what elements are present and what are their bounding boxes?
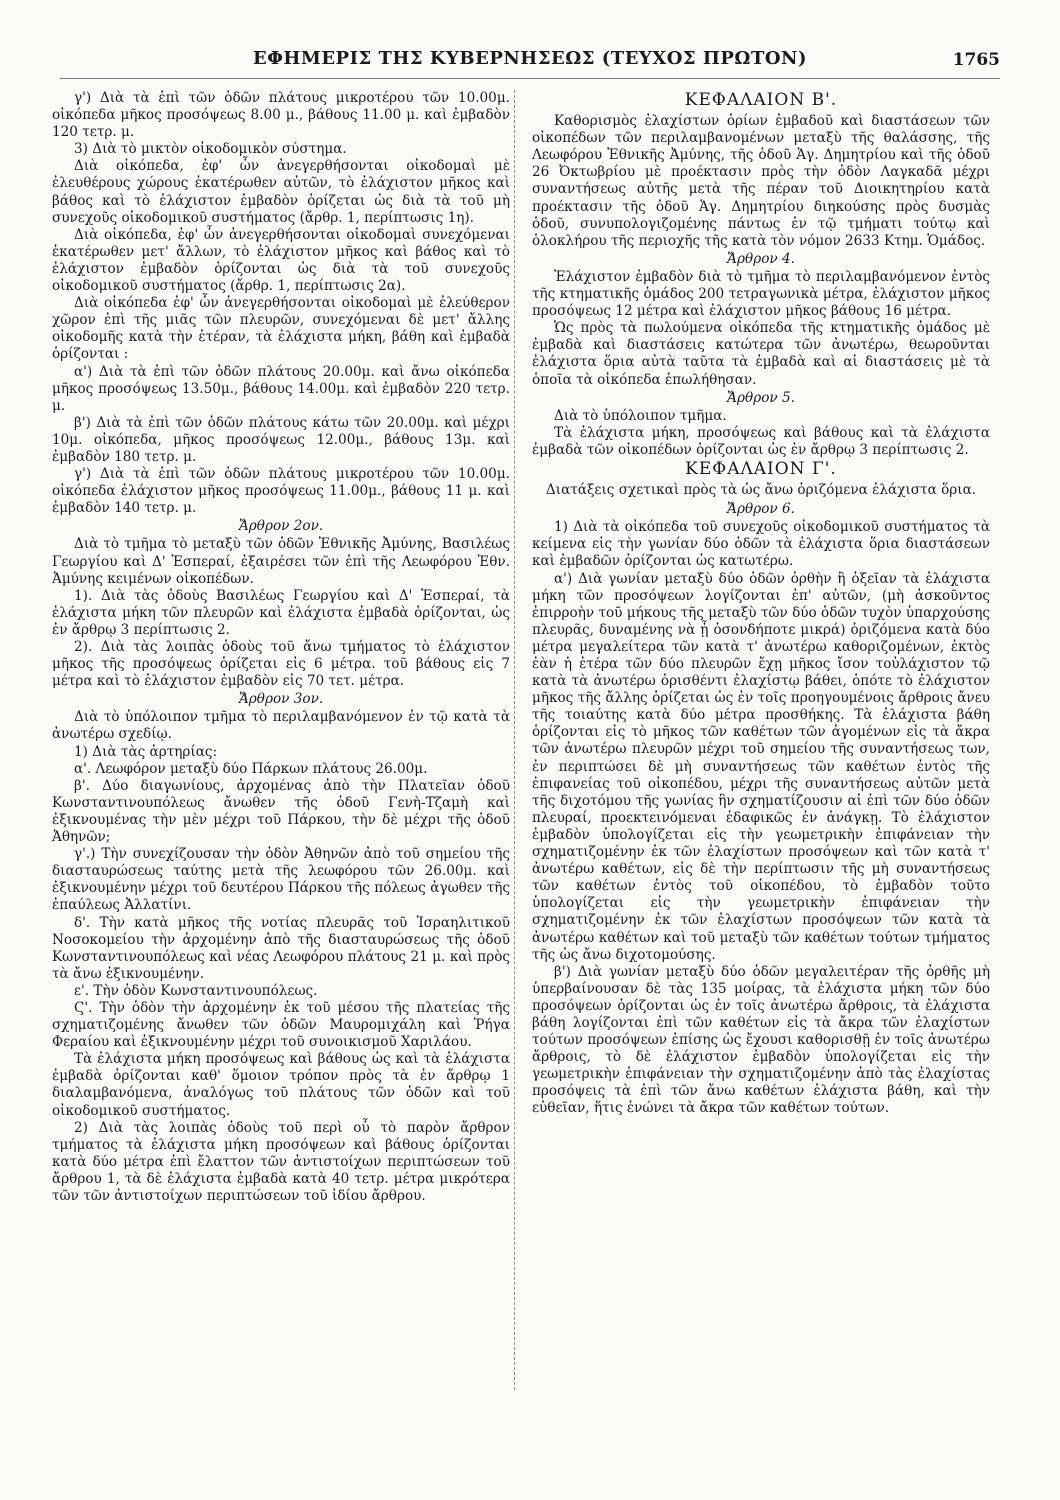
paragraph: Τὰ ἐλάχιστα μήκη, προσόψεως καὶ βάθους καὶ τὰ ἐλάχιστα ἐμβαδὰ τῶν οἰκοπέδων ὁρίζονται ὡς ἐν ἄρθρῳ 3 περίπτωσις 2. bbox=[532, 424, 990, 458]
chapter-subtitle: Καθορισμὸς ἐλαχίστων ὁρίων ἐμβαδοῦ καὶ διαστάσεων τῶν οἰκοπέδων τῶν περιλαμβανομένων μεταξὺ τῆς θαλάσσης, τῆς Λεωφόρου Ἐθνικῆς Ἀμύνης, τῆς ὁδοῦ Ἁγ. Δημητρίου καὶ τῆς ὁδοῦ 26 Ὀκτωβρίου μὲ προέκτασιν πρὸς τὴν ὁδὸν Λαγκαδᾶ μέχρι συναντήσεως αὐτῆς μετὰ τῆς πέραν τοῦ Διοικητηρίου κατὰ προέκτασιν τῆς ὁδοῦ Ἁγ. Δημητρίου διηκούσης πρὸς δυσμὰς ὁδοῦ, συνυπολογιζομένης πάντως ἐν τῷ τμήματι τούτῳ καὶ ὁλοκλήρου τῆς περιοχῆς τῆς κατὰ τὸν νόμον 2633 Κτημ. Ὁμάδος. bbox=[532, 113, 990, 249]
paragraph: 2). Διὰ τὰς λοιπὰς ὁδοὺς τοῦ ἄνω τμήματος τὸ ἐλάχιστον μῆκος τῆς προσόψεως ὁρίζεται εἰς 6 μέτρα. τοῦ βάθους εἰς 7 μέτρα καὶ τὸ ἐλάχιστον ἐμβαδὸν εἰς 70 τετ. μέτρα. bbox=[52, 639, 510, 690]
article-heading: Ἄρθρον 5. bbox=[727, 389, 795, 406]
paragraph: Ὡς πρὸς τὰ πωλούμενα οἰκόπεδα τῆς κτηματικῆς ὁμάδος μὲ ἐμβαδὰ καὶ διαστάσεις κατώτερα τῶν ἀνωτέρω, θεωροῦνται ἐλάχιστα ὅρια αὐτὰ ταῦτα τὰ ἐμβαδὰ καὶ αἱ διαστάσεις μὲ τὰ ὁποῖα τὰ οἰκόπεδα ἐπωλήθησαν. bbox=[532, 320, 990, 388]
left-column bbox=[52, 90, 510, 1485]
paragraph: 1). Διὰ τὰς ὁδοὺς Βασιλέως Γεωργίου καὶ Δ' Ἑσπεραί, τὰ ἐλάχιστα μήκη τῶν πλευρῶν καὶ ἐλάχιστα ἐμβαδὰ ὁρίζονται, ὡς ἐν ἄρθρῳ 3 περίπτωσις 2. bbox=[52, 587, 510, 638]
paragraph: Τὰ ἐλάχιστα μήκη προσόψεως καὶ βάθους ὡς καὶ τὰ ἐλάχιστα ἐμβαδὰ ὁρίζονται καθ' ὅμοιον τρόπον πρὸς τὰ ἐν ἄρθρῳ 1 διαλαμβανόμενα, ἀναλόγως τοῦ πλάτους τῶν ὁδῶν καὶ τοῦ οἰκοδομικοῦ συστήματος. bbox=[52, 1051, 510, 1119]
gazette-title: ΕΦΗΜΕΡΙΣ ΤΗΣ ΚΥΒΕΡΝΗΣΕΩΣ (ΤΕΥΧΟΣ ΠΡΩΤΟΝ) bbox=[253, 48, 807, 69]
paragraph: 2) Διὰ τὰς λοιπὰς ὁδοὺς τοῦ περὶ οὗ τὸ παρὸν ἄρθρον τμήματος τὰ ἐλάχιστα μήκη προσόψεων καὶ βάθους ὁρίζονται κατὰ δύο μέτρα ἐπὶ ἔλαττον τῶν ἀντιστοίχων περιπτώσεων τοῦ ἄρθρου 1, τὰ δὲ ἐλάχιστα ἐμβαδὰ κατὰ 40 τετρ. μέτρα μικρότερα τῶν τῶν ἀντιστοίχων περιπτώσεων τοῦ ἰδίου ἄρθρου. bbox=[52, 1119, 510, 1204]
paragraph: Διὰ τὸ ὑπόλοιπον τμῆμα τὸ περιλαμβανόμενον ἐν τῷ κατὰ τὰ ἀνωτέρω σχεδίῳ. bbox=[52, 709, 510, 743]
paragraph: γ') Διὰ τὰ ἐπὶ τῶν ὁδῶν πλάτους μικροτέρου τῶν 10.00μ. οἰκόπεδα μῆκος προσόψεως 8.00 μ., βάθους 11.00 μ. καὶ ἐμβαδὸν 120 τετρ. μ. bbox=[52, 90, 510, 141]
paragraph: δ'. Τὴν κατὰ μῆκος τῆς νοτίας πλευρᾶς τοῦ Ἰσραηλιτικοῦ Νοσοκομείου τὴν ἀρχομένην ἀπὸ τῆς διασταυρώσεως τῆς ὁδοῦ Κωνσταντινουπόλεως καὶ νέας Λεωφόρου πλάτους 21 μ. καὶ πρὸς τὰ ἄνω ἐξικνουμένην. bbox=[52, 914, 510, 982]
paragraph: γ'.) Τὴν συνεχίζουσαν τὴν ὁδὸν Ἀθηνῶν ἀπὸ τοῦ σημείου τῆς διασταυρώσεως ταύτης μετὰ τῆς λεωφόρου τῶν 26.00μ. καὶ ἐξικνουμένην μέχρι τοῦ δευτέρου Πάρκου τῆς πόλεως ἀγωθεν τῆς ἐπαύλεως Ἀλλατίνι. bbox=[52, 846, 510, 914]
page-header bbox=[60, 44, 1000, 79]
paragraph: β') Διὰ τὰ ἐπὶ τῶν ὁδῶν πλάτους κάτω τῶν 20.00μ. καὶ μέχρι 10μ. οἰκόπεδα, μῆκος προσόψεως 12.00μ., βάθους 13μ. καὶ ἐμβαδὸν 180 τετρ. μ. bbox=[52, 414, 510, 465]
article-heading: Ἄρθρον 3ον. bbox=[238, 691, 324, 708]
paragraph: 1) Διὰ τὰ οἰκόπεδα τοῦ συνεχοῦς οἰκοδομικοῦ συστήματος τὰ κείμενα εἰς τὴν γωνίαν δύο ὁδῶν τὰ ἐλάχιστα ὅρια διαστάσεων καὶ ἐμβαδῶν ὁρίζονται ὡς κατωτέρω. bbox=[532, 519, 990, 570]
paragraph: 1) Διὰ τὰς ἀρτηρίας: bbox=[74, 743, 218, 760]
paragraph: α') Διὰ γωνίαν μεταξὺ δύο ὁδῶν ὀρθὴν ἢ ὀξεῖαν τὰ ἐλάχιστα μήκη τῶν προσόψεων λογίζονται ἐπ' αὐτῶν, (μὴ ἀσκοῦντος ἐπιρροὴν τοῦ μήκους τῆς μεταξὺ τῶν δύο ὁδῶν τυχὸν ὑπαρχούσης πλευρᾶς, δυναμένης νὰ ᾖ ὁσονδήποτε μικρά) ὁριζόμενα κατὰ δύο μέτρα μεγαλείτερα τῶν κατὰ τ' ἀνωτέρω καθοριζομένων, ἐκτὸς ἐὰν ἡ ἑτέρα τῶν δύο πλευρῶν ἔχῃ μῆκος ἴσον τοὐλάχιστον τῷ κατὰ τὰ ἀνωτέρω ὁρισθέντι ἐλαχίστῳ βάθει, ὁπότε τὸ ἐλάχιστον μῆκος τῆς ἄλλης ὁρίζεται ὡς ἐν τοῖς προηγουμένοις ἄρθροις ἄνευ τῆς τοιαύτης κατὰ δύο μέτρα προσθήκης. Τὰ ἐλάχιστα βάθη ὁρίζονται εἰς τὸ μῆκος τῶν καθέτων τῶν ἀγομένων εἰς τὰ ἄκρα τῶν ἀνωτέρω πλευρῶν μέχρι τοῦ σημείου τῆς συναντήσεως των, ἐν περιπτώσει δὲ μὴ συναντήσεως τῶν καθέτων ἐντὸς τῆς ἐπιφανείας τοῦ οἰκοπέδου, μέχρι τῆς συναντήσεως αὐτῶν μετὰ τῆς διχοτόμου τῆς γωνίας ἣν σχηματίζουσιν αἱ ἐπὶ τῶν δύο ὁδῶν πλευραί, προεκτεινόμεναι ἐδαφικῶς ἐν ἀνάγκῃ. Τὸ ἐλάχιστον ἐμβαδὸν ὑπολογίζεται εἰς τὴν γεωμετρικὴν ἐπιφάνειαν τὴν σχηματιζομένην ἐκ τῶν ἐλαχίστων προσόψεων καὶ τῶν κατὰ τ' ἀνωτέρω καθέτων, εἰς δὲ τὴν περίπτωσιν τῆς μὴ συναντήσεως τῶν καθέτων ἐντὸς τοῦ οἰκοπέδου, τὸ ἐμβαδὸν τοῦτο ὑπολογίζεται εἰς τὴν γεωμετρικὴν ἐπιφάνειαν τὴν σχηματιζομένην ἐκ τῶν ἐλαχίστων προσόψεων τῶν κατὰ τὰ ἀνωτέρω καθέτων καὶ τοῦ μεταξὺ τῶν καθέτων τούτων τμήματος τῆς ὡς ἄνω διχοτομούσης. bbox=[532, 570, 990, 963]
article-heading: Ἄρθρον 6. bbox=[727, 501, 795, 518]
right-column bbox=[532, 90, 990, 1485]
paragraph: α'. Λεωφόρον μεταξὺ δύο Πάρκων πλάτους 26.00μ. bbox=[74, 760, 428, 777]
paragraph: Διὰ τὸ ὑπόλοιπον τμῆμα. bbox=[554, 407, 727, 424]
paragraph: Διὰ οἰκόπεδα ἐφ' ὧν ἀνεγερθήσονται οἰκοδομαὶ μὲ ἐλεύθερον χῶρον ἐπὶ τῆς μιᾶς τῶν πλευρῶν, συνεχόμεναι δὲ μετ' ἄλλης οἰκοδομῆς κατὰ τὴν ἑτέραν, τὰ ἐλάχιστα μήκη, βάθη καὶ ἐμβαδὰ ὁρίζονται : bbox=[52, 295, 510, 363]
paragraph: Διὰ οἰκόπεδα, ἐφ' ὧν ἀνεγερθήσονται οἰκοδομαὶ μὲ ἐλευθέρους χώρους ἑκατέρωθεν αὐτῶν, τὸ ἐλάχιστον μῆκος καὶ βάθος καὶ τὸ ἐλάχιστον ἐμβαδὸν ὁρίζεται ὡς διὰ τὰ τοῦ μὴ συνεχοῦς οἰκοδομικοῦ συστήματος (ἄρθρ. 1, περίπτωσις 1η). bbox=[52, 158, 510, 226]
column-divider bbox=[514, 90, 516, 1390]
paragraph: γ') Διὰ τὰ ἐπὶ τῶν ὁδῶν πλάτους μικροτέρου τῶν 10.00μ. οἰκόπεδα ἐλάχιστον μῆκος προσόψεως 11.00μ., βάθους 11 μ. καὶ ἐμβαδὸν 140 τετρ. μ. bbox=[52, 466, 510, 517]
paragraph: β'. Δύο διαγωνίους, ἀρχομένας ἀπὸ τὴν Πλατεῖαν ὁδοῦ Κωνσταντινουπόλεως ἄνωθεν τῆς ὁδοῦ Γενὴ-Τζαμὴ καὶ ἐξικνουμένας τὴν μὲν μέχρι τοῦ Πάρκου, τὴν δὲ μέχρι τῆς ὁδοῦ Ἀθηνῶν; bbox=[52, 777, 510, 846]
page-number: 1765 bbox=[952, 50, 1000, 70]
chapter-subtitle: Διατάξεις σχετικαὶ πρὸς τὰ ὡς ἄνω ὁριζόμενα ἐλάχιστα ὅρια. bbox=[545, 482, 977, 499]
paragraph: ε'. Τὴν ὁδὸν Κωνσταντινουπόλεως. bbox=[74, 982, 318, 999]
paragraph: Διὰ οἰκόπεδα, ἐφ' ὧν ἀνεγερθήσονται οἰκοδομαὶ συνεχόμεναι ἑκατέρωθεν μετ' ἄλλων, τὸ ἐλάχιστον μῆκος καὶ βάθος καὶ τὸ ἐλάχιστον ἐμβαδὸν ὁρίζονται ὡς διὰ τὰ τοῦ συνεχοῦς οἰκοδομικοῦ συστήματος (ἄρθρ. 1, περίπτωσις 2α). bbox=[52, 226, 510, 295]
paragraph: Ἐλάχιστον ἐμβαδὸν διὰ τὸ τμῆμα τὸ περιλαμβανόμενον ἐντὸς τῆς κτηματικῆς ὁμάδος 200 τετραγωνικὰ μέτρα, ἐλάχιστον μῆκος προσόψεως 12 μέτρα καὶ ἐλάχιστον μῆκος βάθους 16 μέτρα. bbox=[532, 268, 990, 320]
paragraph: α') Διὰ τὰ ἐπὶ τῶν ὁδῶν πλάτους 20.00μ. καὶ ἄνω οἰκόπεδα μῆκος προσόψεως 13.50μ., βάθους 14.00μ. καὶ ἐμβαδὸν 220 τετρ. μ. bbox=[52, 363, 510, 414]
paragraph: Διὰ τὸ τμῆμα τὸ μεταξὺ τῶν ὁδῶν Ἐθνικῆς Ἀμύνης, Βασιλέως Γεωργίου καὶ Δ' Ἑσπεραί, ἐξαιρέσει τῶν ἐπὶ τῆς Λεωφόρου Ἐθν. Ἀμύνης κειμένων οἰκοπέδων. bbox=[52, 536, 510, 587]
article-heading: Ἄρθρον 4. bbox=[727, 250, 795, 267]
chapter-heading: ΚΕΦΑΛΑΙΟΝ Β'. bbox=[684, 90, 838, 110]
paragraph: Ϛ'. Τὴν ὁδὸν τὴν ἀρχομένην ἐκ τοῦ μέσου τῆς πλατείας τῆς σχηματιζομένης ἄνωθεν τῶν ὁδῶν Μαυρομιχάλη καὶ Ῥήγα Φεραίου καὶ ἐξικνουμένην μέχρι τοῦ συνοικισμοῦ Χαριλάου. bbox=[52, 999, 510, 1051]
article-heading: Ἄρθρον 2ον. bbox=[238, 518, 324, 535]
paragraph: 3) Διὰ τὸ μικτὸν οἰκοδομικὸν σύστημα. bbox=[74, 141, 347, 158]
paragraph: β') Διὰ γωνίαν μεταξὺ δύο ὁδῶν μεγαλειτέραν τῆς ὀρθῆς μὴ ὑπερβαίνουσαν δὲ τὰς 135 μοίρας, τὰ ἐλάχιστα μήκη τῶν δύο προσόψεων ὁρίζονται ὡς ἐν τοῖς ἀνωτέρω ἄρθροις, τὰ ἐλάχιστα βάθη λογίζονται ἐπὶ τῶν καθέτων εἰς τὰ ἄκρα τῶν ἐλαχίστων τούτων προσόψεων ἐπίσης ὡς ἔχουσι καθορισθῇ ἐν τοῖς ἀνωτέρω ἄρθροις, τὸ δὲ ἐλάχιστον ἐμβαδὸν ὑπολογίζεται εἰς τὴν γεωμετρικὴν ἐπιφάνειαν τὴν σχηματιζομένην ἀπὸ τὰς ἐλαχίστας προσόψεις τὰ ἐπὶ τῶν ἄνω καθέτων ἐλάχιστα βάθη, καὶ τὴν εὐθεῖαν, ἥτις ἑνώνει τὰ ἄκρα τῶν καθέτων τούτων. bbox=[532, 963, 990, 1117]
chapter-heading: ΚΕΦΑΛΑΙΟΝ Γ'. bbox=[685, 458, 837, 479]
